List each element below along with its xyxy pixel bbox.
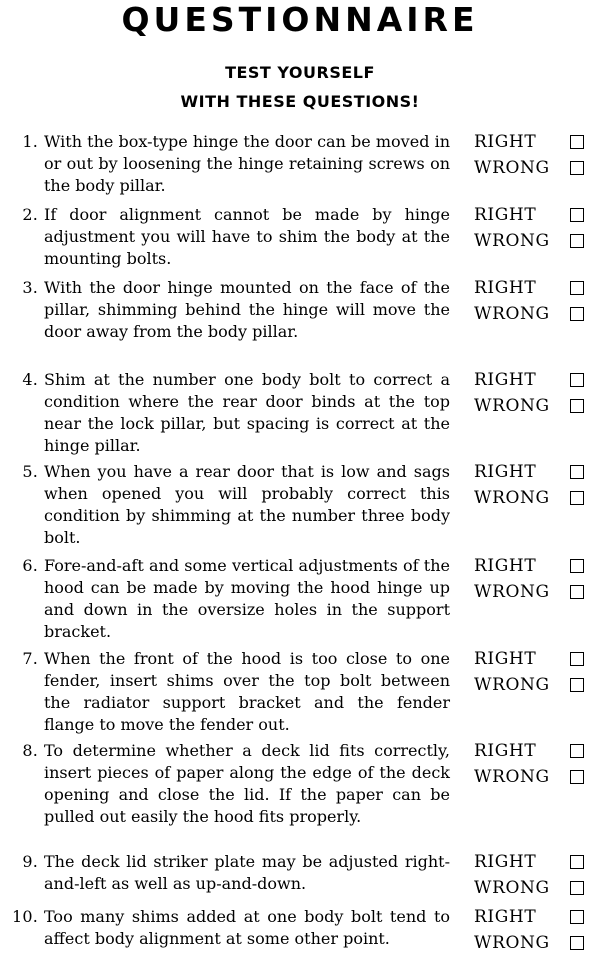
question-text: Shim at the number one body bolt to correct a condition where the rear door binds at the top near the lock pillar, but spacing is correct at the hinge pillar. — [44, 370, 450, 455]
answer-wrong-label: WRONG — [474, 158, 550, 178]
answer-wrong-label: WRONG — [474, 488, 550, 508]
answer-right-option — [474, 131, 594, 157]
answer-wrong-label: WRONG — [474, 675, 550, 695]
answer-right-checkbox[interactable] — [570, 281, 584, 295]
answer-options — [474, 906, 594, 958]
answer-options — [474, 277, 594, 329]
answer-right-label: RIGHT — [474, 907, 537, 927]
answer-right-option — [474, 555, 594, 581]
answer-wrong-label: WRONG — [474, 304, 550, 324]
answer-wrong-option — [474, 674, 594, 700]
answer-right-label: RIGHT — [474, 462, 537, 482]
answer-options — [474, 204, 594, 256]
answer-right-option — [474, 204, 594, 230]
answer-right-option — [474, 277, 594, 303]
answer-right-option — [474, 740, 594, 766]
answer-wrong-label: WRONG — [474, 767, 550, 787]
answer-right-label: RIGHT — [474, 649, 537, 669]
answer-wrong-option — [474, 303, 594, 329]
question-number: 7. — [22, 649, 38, 668]
answer-wrong-checkbox[interactable] — [570, 491, 584, 505]
answer-right-option — [474, 851, 594, 877]
answer-wrong-checkbox[interactable] — [570, 399, 584, 413]
answer-wrong-label: WRONG — [474, 231, 550, 251]
answer-wrong-checkbox[interactable] — [570, 770, 584, 784]
question-number: 2. — [22, 205, 38, 224]
answer-wrong-checkbox[interactable] — [570, 234, 584, 248]
subtitle-line-1: TEST YOURSELF — [225, 63, 375, 82]
answer-right-option — [474, 369, 594, 395]
answer-wrong-option — [474, 877, 594, 903]
answer-right-option — [474, 461, 594, 487]
answer-wrong-label: WRONG — [474, 582, 550, 602]
answer-options — [474, 555, 594, 607]
answer-wrong-checkbox[interactable] — [570, 585, 584, 599]
question-text: When you have a rear door that is low and sags when opened you will probably correct this condition by shimming at the number three body bolt. — [44, 462, 450, 547]
answer-right-checkbox[interactable] — [570, 373, 584, 387]
answer-right-checkbox[interactable] — [570, 559, 584, 573]
answer-right-label: RIGHT — [474, 370, 537, 390]
answer-options — [474, 369, 594, 421]
question-number: 5. — [22, 462, 38, 481]
answer-wrong-label: WRONG — [474, 933, 550, 953]
question-text: With the door hinge mounted on the face of the pillar, shimming behind the hinge will move the door away from the body pillar. — [44, 278, 450, 341]
answer-right-checkbox[interactable] — [570, 744, 584, 758]
answer-options — [474, 461, 594, 513]
question-text: When the front of the hood is too close to one fender, insert shims over the top bolt between the radiator support bracket and the fender flange to move the fender out. — [44, 649, 450, 734]
question-number: 3. — [22, 278, 38, 297]
answer-right-checkbox[interactable] — [570, 465, 584, 479]
answer-right-checkbox[interactable] — [570, 855, 584, 869]
answer-wrong-option — [474, 581, 594, 607]
answer-wrong-option — [474, 766, 594, 792]
question-text: If door alignment cannot be made by hinge adjustment you will have to shim the body at the mounting bolts. — [44, 205, 450, 268]
answer-right-checkbox[interactable] — [570, 135, 584, 149]
answer-right-label: RIGHT — [474, 278, 537, 298]
answer-wrong-label: WRONG — [474, 878, 550, 898]
answer-wrong-label: WRONG — [474, 396, 550, 416]
answer-wrong-checkbox[interactable] — [570, 161, 584, 175]
answer-wrong-checkbox[interactable] — [570, 881, 584, 895]
answer-right-label: RIGHT — [474, 205, 537, 225]
question-text: Too many shims added at one body bolt tend to affect body alignment at some other point. — [44, 907, 450, 948]
answer-right-checkbox[interactable] — [570, 208, 584, 222]
answer-right-label: RIGHT — [474, 556, 537, 576]
answer-wrong-checkbox[interactable] — [570, 936, 584, 950]
answer-wrong-option — [474, 487, 594, 513]
question-number: 8. — [22, 741, 38, 760]
question-text: Fore-and-aft and some vertical adjustments of the hood can be made by moving the hood hinge up and down in the oversize holes in the support bracket. — [44, 556, 450, 641]
answer-wrong-option — [474, 230, 594, 256]
answer-right-option — [474, 648, 594, 674]
answer-right-label: RIGHT — [474, 132, 537, 152]
answer-options — [474, 131, 594, 183]
answer-right-checkbox[interactable] — [570, 652, 584, 666]
answer-wrong-checkbox[interactable] — [570, 678, 584, 692]
answer-options — [474, 740, 594, 792]
answer-options — [474, 648, 594, 700]
answer-wrong-option — [474, 395, 594, 421]
answer-wrong-checkbox[interactable] — [570, 307, 584, 321]
page-title: QUESTIONNAIRE — [121, 0, 479, 39]
answer-right-label: RIGHT — [474, 852, 537, 872]
question-number: 9. — [22, 852, 38, 871]
question-number: 4. — [22, 370, 38, 389]
subtitle-line-2: WITH THESE QUESTIONS! — [180, 92, 420, 111]
answer-right-label: RIGHT — [474, 741, 537, 761]
question-number: 1. — [22, 132, 38, 151]
answer-right-checkbox[interactable] — [570, 910, 584, 924]
question-text: The deck lid striker plate may be adjusted right-and-left as well as up-and-down. — [44, 852, 450, 893]
answer-wrong-option — [474, 932, 594, 958]
answer-right-option — [474, 906, 594, 932]
question-text: With the box-type hinge the door can be moved in or out by loosening the hinge retaining screws on the body pillar. — [44, 132, 450, 195]
answer-options — [474, 851, 594, 903]
question-number: 10. — [11, 907, 38, 926]
question-number: 6. — [22, 556, 38, 575]
question-text: To determine whether a deck lid fits correctly, insert pieces of paper along the edge of the deck opening and close the lid. If the paper can be pulled out easily the hood fits properly. — [44, 741, 450, 826]
answer-wrong-option — [474, 157, 594, 183]
